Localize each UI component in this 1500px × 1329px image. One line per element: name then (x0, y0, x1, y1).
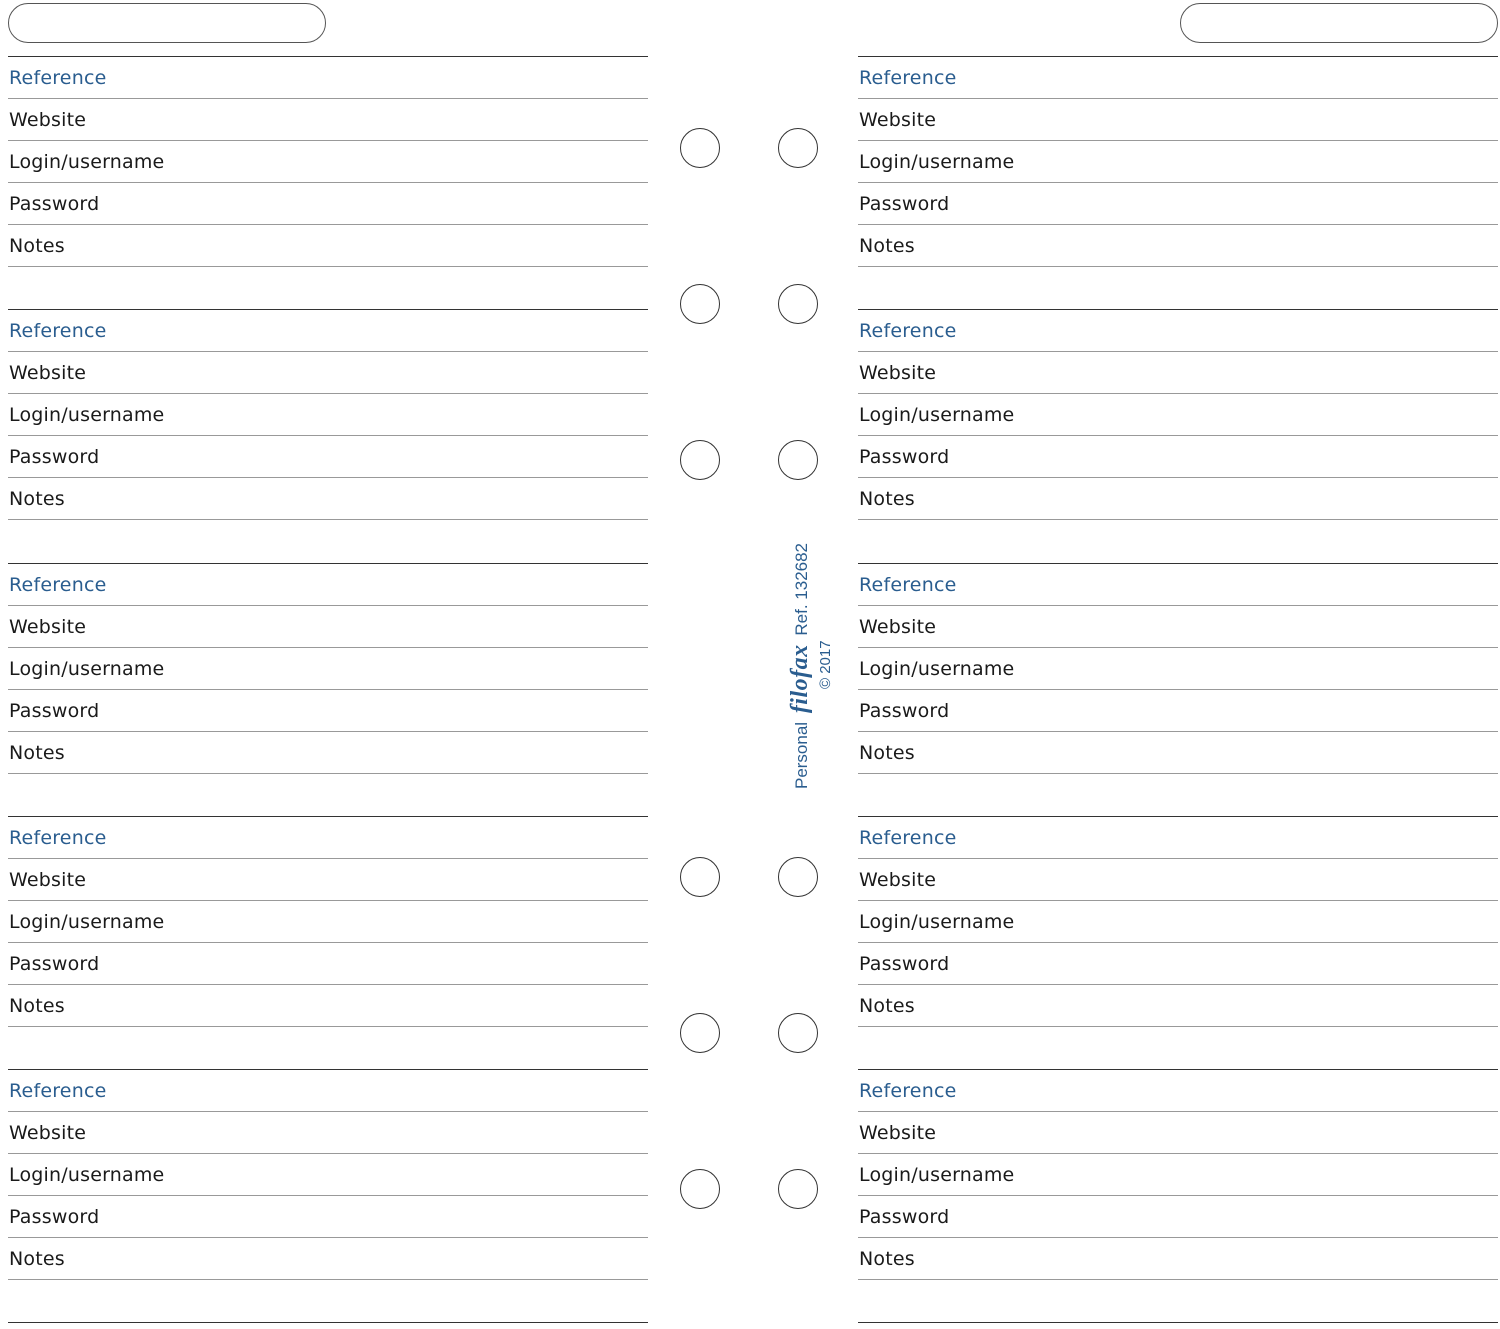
website-field[interactable] (8, 605, 648, 648)
password-field[interactable] (858, 182, 1498, 225)
credential-entry (858, 309, 1498, 562)
website-field[interactable] (858, 858, 1498, 901)
login-field-label: Login/username (9, 658, 165, 680)
binder-hole-icon (778, 1013, 818, 1053)
credential-entry (8, 563, 648, 816)
login-field-label: Login/username (9, 1164, 165, 1186)
binder-hole-icon (778, 1169, 818, 1209)
password-field[interactable] (858, 435, 1498, 478)
binder-hole-icon (778, 128, 818, 168)
notes-field[interactable] (8, 731, 648, 774)
password-field[interactable] (8, 942, 648, 985)
reference-field[interactable] (8, 309, 648, 352)
website-field-label: Website (9, 1122, 87, 1144)
size-label: Personal (792, 721, 811, 790)
notes-field[interactable] (8, 477, 648, 520)
notes-field-label: Notes (9, 235, 65, 257)
website-field-label: Website (859, 362, 937, 384)
reference-field-label: Reference (9, 320, 107, 342)
binder-hole-icon (778, 857, 818, 897)
reference-field-label: Reference (859, 574, 957, 596)
website-field-label: Website (859, 109, 937, 131)
password-field[interactable] (858, 689, 1498, 732)
notes-field-label: Notes (9, 995, 65, 1017)
login-field[interactable] (858, 393, 1498, 436)
website-field[interactable] (8, 858, 648, 901)
login-field-label: Login/username (859, 151, 1015, 173)
login-field[interactable] (858, 900, 1498, 943)
binder-hole-icon (680, 1169, 720, 1209)
login-field-label: Login/username (9, 404, 165, 426)
password-field-label: Password (9, 700, 100, 722)
login-field-label: Login/username (9, 911, 165, 933)
binder-hole-icon (778, 440, 818, 480)
reference-field-label: Reference (859, 827, 957, 849)
website-field-label: Website (859, 616, 937, 638)
reference-field-label: Reference (9, 1080, 107, 1102)
login-field[interactable] (8, 900, 648, 943)
notes-field[interactable] (8, 984, 648, 1027)
reference-field[interactable] (8, 816, 648, 859)
binder-hole-icon (680, 440, 720, 480)
binder-hole-icon (680, 857, 720, 897)
notes-field[interactable] (8, 1237, 648, 1280)
reference-field-label: Reference (859, 1080, 957, 1102)
login-field[interactable] (8, 647, 648, 690)
login-field-label: Login/username (859, 1164, 1015, 1186)
login-field-label: Login/username (9, 151, 165, 173)
website-field[interactable] (8, 98, 648, 141)
credential-entry (858, 816, 1498, 1069)
reference-field[interactable] (8, 56, 648, 99)
password-field[interactable] (8, 182, 648, 225)
login-field-label: Login/username (859, 404, 1015, 426)
reference-field[interactable] (858, 309, 1498, 352)
notes-field-label: Notes (859, 1248, 915, 1270)
login-field[interactable] (858, 647, 1498, 690)
password-field[interactable] (858, 1195, 1498, 1238)
password-field-label: Password (9, 953, 100, 975)
notes-field[interactable] (858, 984, 1498, 1027)
website-field[interactable] (858, 605, 1498, 648)
ref-label: Ref. 132682 (792, 542, 811, 636)
brand-logo: filofax (787, 644, 813, 714)
notes-field[interactable] (858, 1237, 1498, 1280)
notes-field-label: Notes (9, 742, 65, 764)
password-field[interactable] (8, 435, 648, 478)
login-field[interactable] (858, 140, 1498, 183)
reference-field-label: Reference (9, 574, 107, 596)
password-field-label: Password (9, 1206, 100, 1228)
binder-hole-icon (680, 284, 720, 324)
notes-field-label: Notes (9, 1248, 65, 1270)
right-page (858, 0, 1498, 1329)
reference-field[interactable] (858, 563, 1498, 606)
login-field[interactable] (8, 1153, 648, 1196)
notes-field-label: Notes (859, 235, 915, 257)
login-field[interactable] (858, 1153, 1498, 1196)
login-field-label: Login/username (859, 658, 1015, 680)
page-bottom-rule (8, 1322, 648, 1323)
notes-field[interactable] (8, 224, 648, 267)
credential-entry (858, 563, 1498, 816)
spine-imprint (787, 543, 837, 789)
password-field-label: Password (9, 446, 100, 468)
credential-entry (8, 1069, 648, 1322)
website-field-label: Website (9, 869, 87, 891)
credential-entry (858, 56, 1498, 309)
website-field[interactable] (858, 98, 1498, 141)
website-field-label: Website (859, 869, 937, 891)
notes-field-label: Notes (859, 742, 915, 764)
notes-field-label: Notes (859, 995, 915, 1017)
reference-field[interactable] (858, 56, 1498, 99)
credential-entry (858, 1069, 1498, 1322)
credential-entry (8, 309, 648, 562)
login-field[interactable] (8, 140, 648, 183)
notes-field[interactable] (858, 224, 1498, 267)
notes-field[interactable] (858, 477, 1498, 520)
login-field-label: Login/username (859, 911, 1015, 933)
binder-hole-icon (680, 128, 720, 168)
reference-field[interactable] (8, 1069, 648, 1112)
page-bottom-rule (858, 1322, 1498, 1323)
password-field-label: Password (859, 446, 950, 468)
reference-field-label: Reference (9, 67, 107, 89)
website-field-label: Website (859, 1122, 937, 1144)
binder-hole-icon (680, 1013, 720, 1053)
header-tab-field[interactable] (8, 3, 326, 43)
password-field-label: Password (859, 700, 950, 722)
website-field[interactable] (858, 1111, 1498, 1154)
website-field[interactable] (8, 1111, 648, 1154)
copyright-label: © 2017 (817, 640, 834, 690)
website-field[interactable] (8, 351, 648, 394)
reference-field[interactable] (858, 816, 1498, 859)
reference-field-label: Reference (859, 67, 957, 89)
password-field[interactable] (8, 1195, 648, 1238)
reference-field[interactable] (8, 563, 648, 606)
notes-field-label: Notes (859, 488, 915, 510)
binder-hole-icon (778, 284, 818, 324)
credential-entry (8, 56, 648, 309)
password-field-label: Password (9, 193, 100, 215)
password-field[interactable] (858, 942, 1498, 985)
header-tab-field[interactable] (1180, 3, 1498, 43)
reference-field-label: Reference (859, 320, 957, 342)
password-field-label: Password (859, 953, 950, 975)
website-field-label: Website (9, 109, 87, 131)
password-field[interactable] (8, 689, 648, 732)
website-field-label: Website (9, 616, 87, 638)
login-field[interactable] (8, 393, 648, 436)
notes-field-label: Notes (9, 488, 65, 510)
notes-field[interactable] (858, 731, 1498, 774)
password-field-label: Password (859, 1206, 950, 1228)
reference-field-label: Reference (9, 827, 107, 849)
reference-field[interactable] (858, 1069, 1498, 1112)
website-field-label: Website (9, 362, 87, 384)
password-field-label: Password (859, 193, 950, 215)
website-field[interactable] (858, 351, 1498, 394)
credential-entry (8, 816, 648, 1069)
left-page (8, 0, 648, 1329)
